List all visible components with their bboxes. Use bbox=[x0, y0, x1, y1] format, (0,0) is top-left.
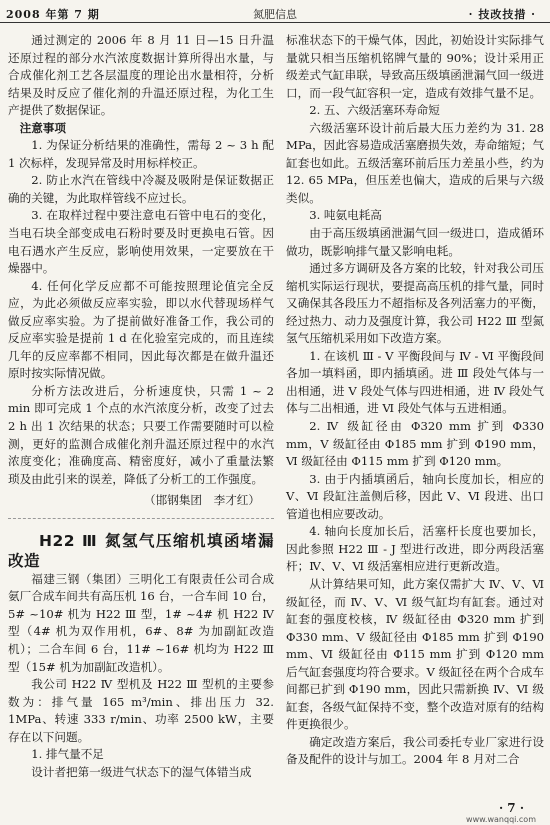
section-heading: 2. 五、六级活塞环寿命短 bbox=[309, 103, 440, 118]
plan-step: 1. 在该机 Ⅲ - Ⅴ 平衡段间与 Ⅳ - Ⅵ 平衡段间各加一填料函，即内插填函。进 Ⅲ 段处气体与一出相通，进 Ⅴ 段处气体与四进相通，进 Ⅳ 段处气体与二出相通，进 Ⅵ 段处气体与五进相通。 bbox=[286, 348, 544, 416]
notes-heading: 注意事项 bbox=[19, 120, 66, 135]
note-item: 2. 防止水汽在管线中冷凝及吸附是保证数据正确的关键，为此取样管线不应过长。 bbox=[8, 173, 274, 205]
article-paragraph: 确定改造方案后，我公司委托专业厂家进行设备及配件的设计与加工。2004 年 8 月对二合 bbox=[286, 734, 544, 767]
journal-title: 氮肥信息 bbox=[253, 8, 297, 21]
note-item: 4. 任何化学反应都不可能按照理论值完全反应，为此必须做反应率实验，即以水代替现场样气做反应率实验。为了提前做好准备工作，我公司的反应率实验是提前 1 d 在化验室完成的，而且连续几年的反应率都不相同，因此每次都是在做升温还原时按实际情况做。 bbox=[8, 278, 274, 381]
intro-paragraph: 通过测定的 2006 年 8 月 11 日—15 日升温还原过程的部分水汽浓度数据计算所得出水量，与合成催化剂工艺各层温度的理论出水量相符，分析结果及时反应了催化剂的升温还原过程，为化工生产提供了数据保证。 bbox=[8, 33, 274, 118]
section-heading: 1. 排气量不足 bbox=[31, 747, 104, 762]
article-paragraph: 六级活塞环设计前后最大压力差约为 31. 28 MPa，因此容易造成活塞磨损失效，寿命缩短；气缸套也如此。五级活塞环前后压力差虽小些，约为 12. 65 MPa，但压差也偏大，造成的后果与六级类似。 bbox=[286, 120, 544, 205]
article-title: H22 Ⅲ 氮氢气压缩机填函堵漏改造 bbox=[8, 531, 274, 570]
page-number: · 7 · bbox=[498, 801, 524, 815]
article-divider bbox=[8, 518, 274, 519]
plan-step: 3. 由于内插填函后，轴向长度加长，相应的 Ⅴ、Ⅵ 段缸注盖侧后移，因此 Ⅴ、Ⅵ 段进、出口管道也相应要改动。 bbox=[286, 471, 544, 521]
watermark: www.wanqqi.com bbox=[466, 815, 536, 824]
article-paragraph: 福建三钢（集团）三明化工有限责任公司合成氨厂合成车间共有高压机 16 台，一合车间 10 台，5# ~10# 机为 H22 Ⅲ 型，1# ~4# 机 H22 Ⅳ 型（4# 机为双作用机，6#、8# 为加副缸改造机）；二合车间 6 台，11# ~16# 机均为 H22 Ⅲ 型（15# 机为加副缸改造机）。 bbox=[8, 571, 274, 674]
plan-step: 4. 轴向长度加长后，活塞杆长度也要加长，因此参照 H22 Ⅲ - J 型进行改进，即分两段活塞杆；Ⅳ、Ⅴ、Ⅵ 级活塞相应进行更新改造。 bbox=[286, 524, 544, 574]
plan-step: 2. Ⅳ 级缸径由 Φ320 mm 扩到 Φ330 mm，Ⅴ 级缸径由 Φ185 mm 扩到 Φ190 mm，Ⅵ 级缸径由 Φ115 mm 扩到 Φ120 mm。 bbox=[286, 419, 544, 469]
analysis-paragraph: 分析方法改进后，分析速度快，只需 1 ~ 2 min 即可完成 1 个点的水汽浓度分析，改变了过去 2 h 出 1 次结果的状态；只要工作需要随时可以检测，更好的监测合成催化剂升温还原过程中的水汽浓度变化；准确度高、精密度好，减小了重量法繁琐及由此引来的误差，降低了分析工的工作强度。 bbox=[8, 383, 274, 486]
header-rule bbox=[0, 22, 550, 23]
article-paragraph: 从计算结果可知，此方案仅需扩大 Ⅳ、Ⅴ、Ⅵ 级缸径，而 Ⅳ、Ⅴ、Ⅵ 级气缸均有缸套。通过对缸套的强度校核，Ⅳ 级缸径由 Φ320 mm 扩到 Φ330 mm、Ⅴ 级缸径由 Φ185 mm 扩到 Φ190 mm、Ⅵ 级缸径由 Φ115 mm 扩到 Φ120 mm 后气缸套强度均符合要求。Ⅴ 级缸径在两个合成车间都已扩到 Φ190 mm，因此只需新换 Ⅳ、Ⅵ 级缸套，各级气缸保持不变，整个改造对原有的结构件更换很少。 bbox=[286, 576, 544, 732]
issue-label: 2008 年第 7 期 bbox=[6, 8, 100, 21]
article-paragraph: 通过多方调研及各方案的比较，针对我公司压缩机实际运行现状，要提高高压机的排气量，同时又确保其各段压力不超指标及各列活塞力的平衡，经过热力、动力及强度计算，我公司 H22 Ⅲ 型氮氢气压缩机采用如下改造方案。 bbox=[286, 261, 544, 346]
section-heading: 3. 吨氨电耗高 bbox=[309, 208, 382, 223]
author-signature: （邯钢集团 李才红） bbox=[144, 493, 260, 508]
section-label: · 技改技措 · bbox=[468, 8, 536, 21]
continued-paragraph: 标准状态下的干燥气体，因此，初始设计实际排气量就只相当压缩机铭牌气量的 90%；设计采用正级差式气缸串联，导致高压级填函泄漏气回一级进口，而一段气缸容积一定，造成有效排气量不足。 bbox=[286, 33, 544, 100]
article-paragraph: 设计者把第一级进气状态下的湿气体错当成 bbox=[31, 764, 252, 779]
note-item: 1. 为保证分析结果的准确性，需每 2 ~ 3 h 配 1 次标样，发现异常及时用标样校正。 bbox=[8, 138, 274, 170]
article-paragraph: 由于高压级填函泄漏气回一级进口，造成循环做功，既影响排气量又影响电耗。 bbox=[286, 226, 544, 258]
note-item: 3. 在取样过程中要注意电石管中电石的变化，当电石块全部变成电石粉时要及时更换电石管。因电石遇水产生反应，影响使用效果，一定要放在干燥器中。 bbox=[8, 208, 274, 276]
left-column bbox=[8, 32, 274, 781]
article-paragraph: 我公司 H22 Ⅳ 型机及 H22 Ⅲ 型机的主要参数为：排气量 165 m³/min、排出压力 32. 1MPa、转速 333 r/min、功率 2500 kW，主要存在以下问题。 bbox=[8, 677, 274, 744]
right-column bbox=[286, 32, 544, 769]
page-header bbox=[0, 0, 550, 27]
